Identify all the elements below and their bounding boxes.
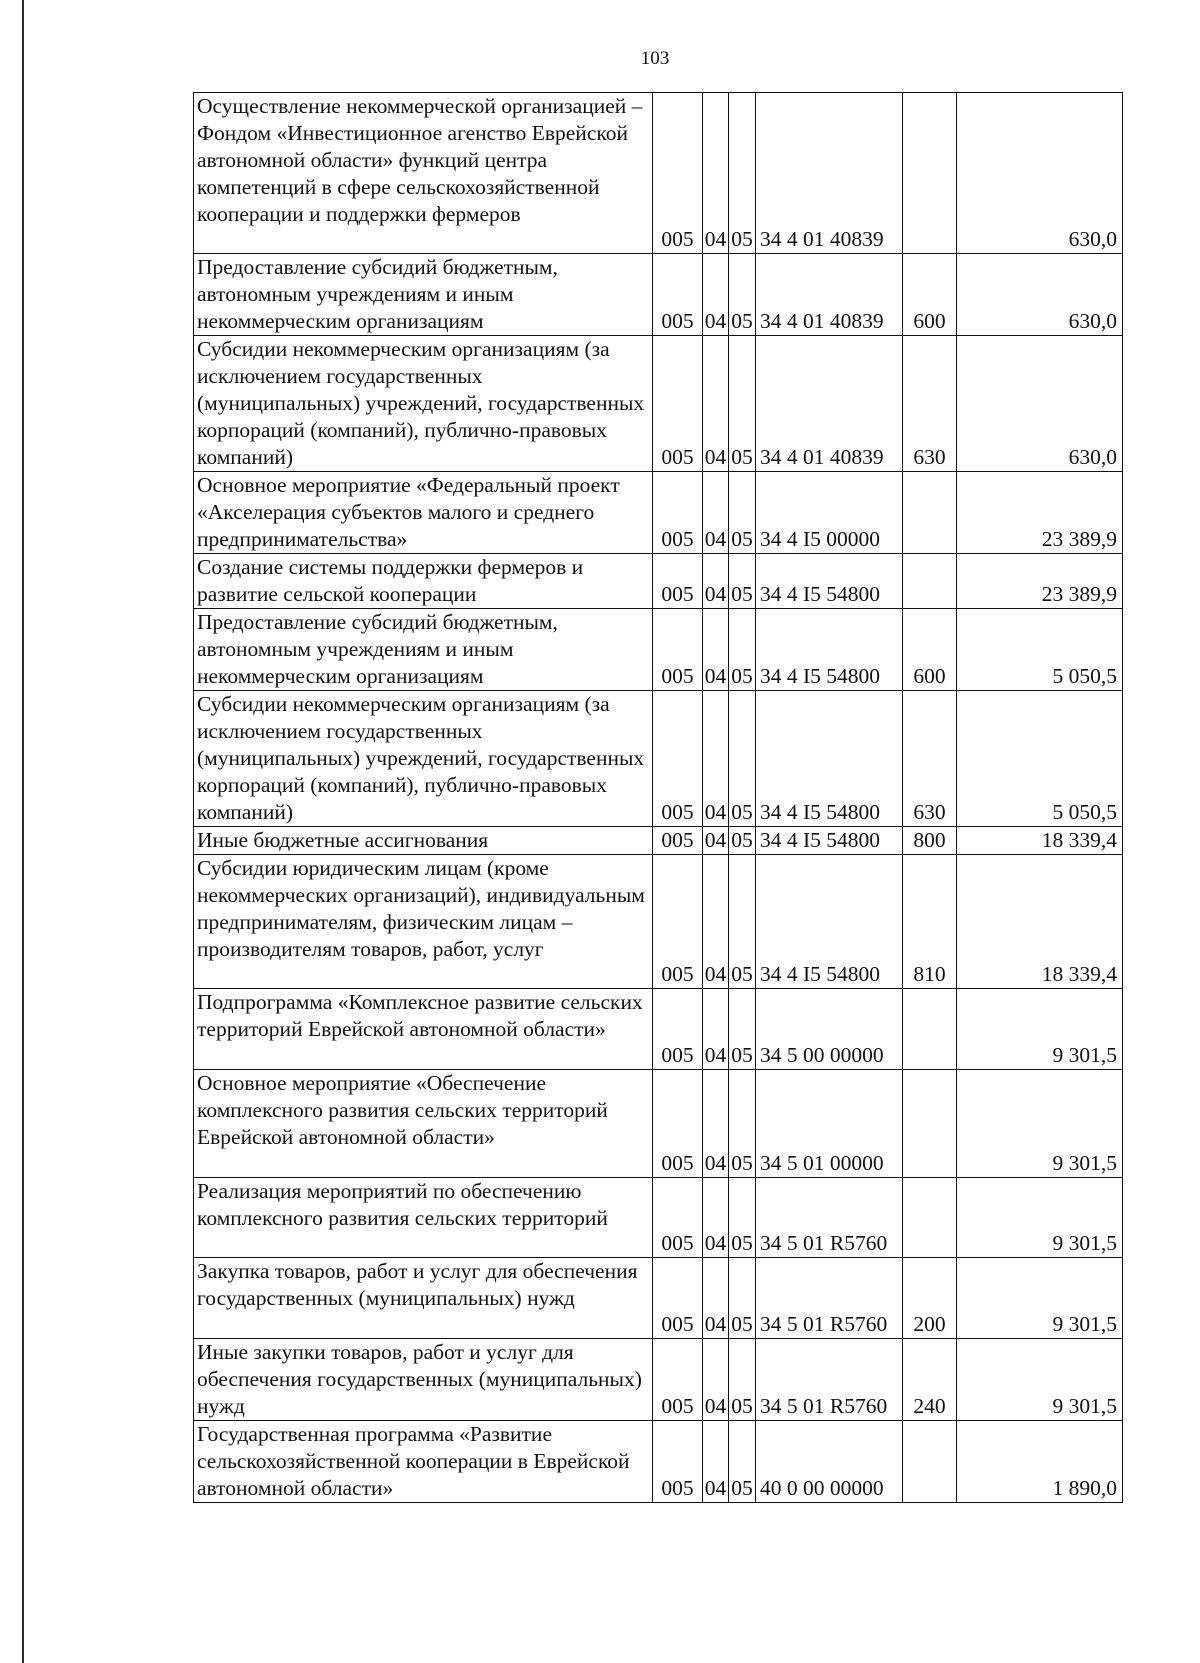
row-amount: 9 301,5 [957,1070,1123,1178]
row-subsection-code: 05 [729,1421,756,1503]
row-subsection-code: 05 [729,609,756,691]
row-expense-type: 600 [903,254,957,336]
row-gp-code: 005 [653,254,703,336]
row-amount: 18 339,4 [957,827,1123,855]
row-section-code: 04 [703,1070,729,1178]
row-target-article: 34 4 I5 54800 [756,827,903,855]
table-row [194,855,1123,989]
table-row [194,554,1123,609]
table-row [194,93,1123,254]
row-name: Государственная программа «Развитие сельскохозяйственной кооперации в Еврейской автономной области» [194,1421,653,1503]
row-gp-code: 005 [653,1339,703,1421]
row-section-code: 04 [703,336,729,472]
row-subsection-code: 05 [729,336,756,472]
row-amount: 23 389,9 [957,472,1123,554]
row-gp-code: 005 [653,855,703,989]
row-target-article: 34 5 01 00000 [756,1070,903,1178]
row-name: Иные закупки товаров, работ и услуг для обеспечения государственных (муниципальных) нужд [194,1339,653,1421]
row-target-article: 34 5 01 R5760 [756,1178,903,1258]
row-subsection-code: 05 [729,1178,756,1258]
row-expense-type [903,989,957,1070]
row-gp-code: 005 [653,472,703,554]
row-name: Предоставление субсидий бюджетным, автономным учреждениям и иным некоммерческим организациям [194,254,653,336]
row-name: Подпрограмма «Комплексное развитие сельских территорий Еврейской автономной области» [194,989,653,1070]
row-section-code: 04 [703,691,729,827]
row-target-article: 34 5 01 R5760 [756,1339,903,1421]
row-subsection-code: 05 [729,554,756,609]
table-row [194,989,1123,1070]
row-gp-code: 005 [653,989,703,1070]
row-name: Закупка товаров, работ и услуг для обеспечения государственных (муниципальных) нужд [194,1258,653,1339]
row-target-article: 34 4 I5 54800 [756,691,903,827]
row-target-article: 40 0 00 00000 [756,1421,903,1503]
row-name: Осуществление некоммерческой организацией – Фондом «Инвестиционное агенство Еврейской автономной области» функций центра компетенций в сфере сельскохозяйственной кооперации и поддержки фермеров [194,93,653,254]
row-amount: 5 050,5 [957,609,1123,691]
row-target-article: 34 5 00 00000 [756,989,903,1070]
row-name: Реализация мероприятий по обеспечению комплексного развития сельских территорий [194,1178,653,1258]
table-row [194,827,1123,855]
row-subsection-code: 05 [729,93,756,254]
row-gp-code: 005 [653,827,703,855]
row-expense-type: 200 [903,1258,957,1339]
row-expense-type [903,1070,957,1178]
row-amount: 9 301,5 [957,989,1123,1070]
row-expense-type: 800 [903,827,957,855]
row-amount: 9 301,5 [957,1258,1123,1339]
table-row [194,691,1123,827]
row-name: Субсидии юридическим лицам (кроме некоммерческих организаций), индивидуальным предпринимателям, физическим лицам – производителям товаров, работ, услуг [194,855,653,989]
row-gp-code: 005 [653,691,703,827]
row-subsection-code: 05 [729,989,756,1070]
row-amount: 9 301,5 [957,1339,1123,1421]
row-gp-code: 005 [653,1421,703,1503]
row-expense-type [903,93,957,254]
row-expense-type: 810 [903,855,957,989]
table-row [194,1339,1123,1421]
row-section-code: 04 [703,554,729,609]
row-expense-type: 630 [903,336,957,472]
row-expense-type [903,472,957,554]
row-target-article: 34 4 01 40839 [756,93,903,254]
row-target-article: 34 4 01 40839 [756,336,903,472]
row-target-article: 34 4 I5 54800 [756,554,903,609]
row-amount: 18 339,4 [957,855,1123,989]
row-subsection-code: 05 [729,1339,756,1421]
row-amount: 630,0 [957,336,1123,472]
row-section-code: 04 [703,827,729,855]
row-name: Создание системы поддержки фермеров и развитие сельской кооперации [194,554,653,609]
table-row [194,336,1123,472]
row-amount: 630,0 [957,93,1123,254]
table-row [194,254,1123,336]
row-target-article: 34 4 I5 54800 [756,855,903,989]
page-number: 103 [640,48,670,69]
row-expense-type [903,1178,957,1258]
row-gp-code: 005 [653,1070,703,1178]
row-target-article: 34 5 01 R5760 [756,1258,903,1339]
row-expense-type: 630 [903,691,957,827]
row-section-code: 04 [703,855,729,989]
budget-table-body [194,93,1123,1503]
table-row [194,1070,1123,1178]
row-section-code: 04 [703,1258,729,1339]
row-target-article: 34 4 I5 00000 [756,472,903,554]
row-section-code: 04 [703,1339,729,1421]
budget-table [193,92,1123,1503]
row-amount: 23 389,9 [957,554,1123,609]
row-section-code: 04 [703,1421,729,1503]
row-target-article: 34 4 01 40839 [756,254,903,336]
row-name: Основное мероприятие «Обеспечение комплексного развития сельских территорий Еврейской автономной области» [194,1070,653,1178]
row-expense-type: 240 [903,1339,957,1421]
row-gp-code: 005 [653,554,703,609]
row-expense-type: 600 [903,609,957,691]
row-gp-code: 005 [653,336,703,472]
row-name: Предоставление субсидий бюджетным, автономным учреждениям и иным некоммерческим организациям [194,609,653,691]
row-section-code: 04 [703,254,729,336]
row-expense-type [903,554,957,609]
row-name: Субсидии некоммерческим организациям (за исключением государственных (муниципальных) учреждений, государственных корпораций (компаний), публично-правовых компаний) [194,336,653,472]
row-gp-code: 005 [653,1258,703,1339]
table-row [194,1178,1123,1258]
row-name: Иные бюджетные ассигнования [194,827,653,855]
row-section-code: 04 [703,609,729,691]
table-row [194,609,1123,691]
row-subsection-code: 05 [729,254,756,336]
row-amount: 630,0 [957,254,1123,336]
row-section-code: 04 [703,1178,729,1258]
row-subsection-code: 05 [729,855,756,989]
row-subsection-code: 05 [729,1258,756,1339]
row-section-code: 04 [703,472,729,554]
row-subsection-code: 05 [729,827,756,855]
table-row [194,472,1123,554]
row-amount: 5 050,5 [957,691,1123,827]
row-name: Субсидии некоммерческим организациям (за исключением государственных (муниципальных) учреждений, государственных корпораций (компаний), публично-правовых компаний) [194,691,653,827]
row-subsection-code: 05 [729,1070,756,1178]
row-name: Основное мероприятие «Федеральный проект «Акселерация субъектов малого и среднего предпринимательства» [194,472,653,554]
left-margin-line [22,0,24,1663]
table-row [194,1258,1123,1339]
row-gp-code: 005 [653,1178,703,1258]
row-gp-code: 005 [653,93,703,254]
row-section-code: 04 [703,93,729,254]
row-expense-type [903,1421,957,1503]
row-gp-code: 005 [653,609,703,691]
row-section-code: 04 [703,989,729,1070]
row-amount: 9 301,5 [957,1178,1123,1258]
row-subsection-code: 05 [729,691,756,827]
row-amount: 1 890,0 [957,1421,1123,1503]
row-subsection-code: 05 [729,472,756,554]
row-target-article: 34 4 I5 54800 [756,609,903,691]
table-row [194,1421,1123,1503]
